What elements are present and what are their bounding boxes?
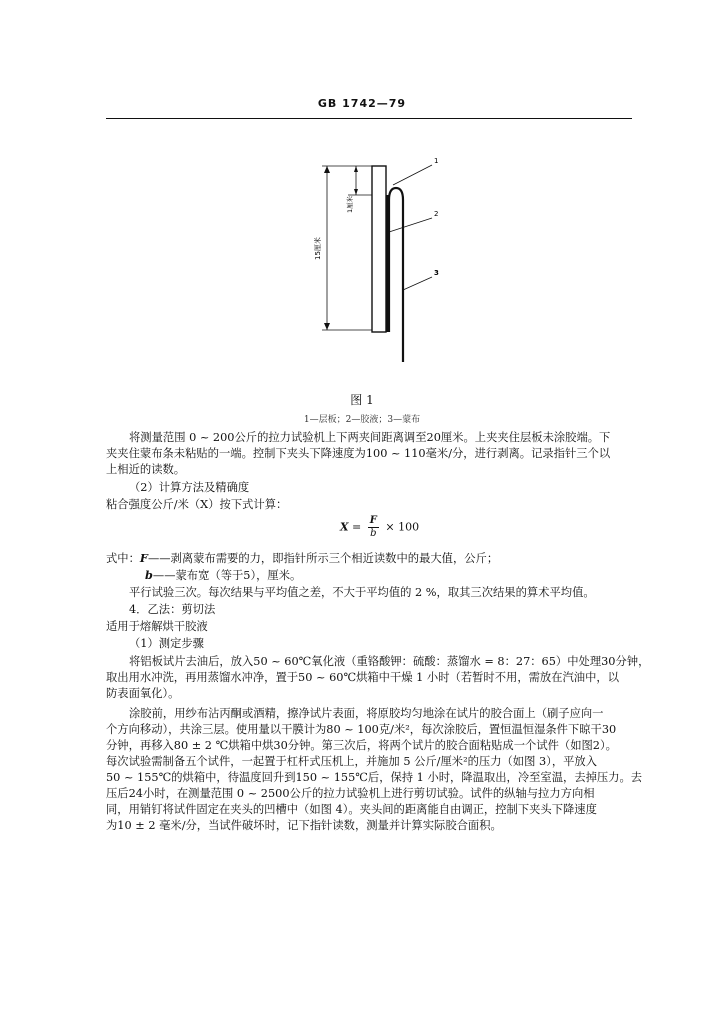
- formula-fraction: [368, 515, 379, 540]
- paragraph-line: 同，用销钉将试件固定在夹头的凹槽中（如图 4）。夹头间的距离能自由调正，控制下夹头下降速度: [106, 803, 597, 816]
- definition-b: [145, 567, 301, 584]
- leader-line-1: [393, 165, 432, 185]
- section-heading: （1）测定步骤: [129, 637, 204, 650]
- paragraph-line: 涂胶前，用纱布沾丙酮或酒精，擦净试片表面，将原胶均匀地涂在试片的胶合面上（刷子应向一: [129, 707, 604, 720]
- leader-line-2: [389, 218, 432, 232]
- formula-denominator: b: [370, 528, 377, 539]
- symbol-f: F: [139, 551, 148, 565]
- paragraph-line: 适用于熔解烘干胶液: [106, 620, 208, 633]
- dimension-arrow-top: [324, 166, 330, 173]
- paragraph-line: 分钟，再移入80 ± 2 ℃烘箱中烘30分钟。第三次后，将两个试片的胶合面粘贴成一个试件（如图2）。: [106, 739, 617, 752]
- paragraph-line: 将测量范围 0 ~ 200公斤的拉力试验机上下两夹间距离调至20厘米。上夹夹住层板未涂胶端。下: [129, 431, 611, 444]
- dimension-total-label: 15厘米: [314, 237, 322, 260]
- section-heading: 4．乙法：剪切法: [129, 603, 216, 616]
- header-rule: [106, 118, 632, 119]
- dimension-arrow-1cm-top: [354, 166, 358, 172]
- symbol-b: b: [145, 568, 153, 582]
- figure-title: 图 1: [350, 393, 374, 407]
- paragraph-line: 上相近的读数。: [106, 463, 186, 476]
- definition-f-text: ——剥离蒙布需要的力，即指针所示三个相近读数中的最大值，公斤；: [147, 552, 499, 565]
- paragraph-line: 压后24小时，在测量范围 0 ~ 2500公斤的拉力试验机上进行剪切试验。试件的纵轴与拉力方向相: [106, 787, 595, 800]
- paragraph-line: 50 ~ 155℃的烘箱中，待温度回升到150 ~ 155℃后，保持 1 小时，降温取出，冷至室温，去掉压力。去: [106, 771, 643, 784]
- paragraph-line: 个方向移动），共涂三层。使用量以干膜计为80 ~ 100克/米²，每次涂胶后，置恒温恒湿条件下晾干30: [106, 723, 617, 736]
- section-heading: （2）计算方法及精确度: [129, 481, 250, 494]
- part-label-1: 1: [434, 157, 439, 165]
- formula-tail: × 100: [385, 520, 420, 534]
- dimension-1cm-label: 1厘米: [346, 195, 354, 213]
- figure-1-diagram: [300, 150, 450, 370]
- formula-eq: =: [352, 520, 362, 534]
- part-label-3: 3: [434, 269, 439, 277]
- paragraph-line: 防表面氧化）。: [106, 687, 180, 700]
- leader-line-3: [403, 277, 432, 290]
- standard-code: GB 1742—79: [317, 97, 407, 110]
- paragraph-line: 平行试验三次。每次结果与平均值之差，不大于平均值的 2 %，取其三次结果的算术平均值。: [129, 586, 595, 599]
- figure-caption: 1—层板；2—胶液；3—蒙布: [303, 415, 421, 425]
- where-prefix: 式中：: [106, 552, 140, 565]
- paragraph-line: 将铝板试片去油后，放入50 ~ 60℃氧化液（重铬酸钾：硫酸：蒸馏水 = 8：27：65）中处理30分钟，: [129, 655, 650, 668]
- definition-f: [106, 550, 498, 567]
- formula-lhs: X: [340, 520, 349, 534]
- formula-numerator: F: [369, 515, 377, 526]
- definition-b-text: ——蒙布宽（等于5），厘米。: [152, 569, 302, 582]
- part-label-2: 2: [434, 210, 439, 218]
- plywood-board: [372, 166, 386, 332]
- dimension-arrow-bottom: [324, 323, 330, 330]
- paragraph-line: 夹夹住蒙布条未粘贴的一端。控制下夹头下降速度为100 ~ 110毫米/分，进行剥离。记录指针三个以: [106, 447, 611, 460]
- cloth-strip: [389, 188, 403, 362]
- paragraph-line: 取出用水冲洗，再用蒸馏水冲净，置于50 ~ 60℃烘箱中干燥 1 小时（若暂时不用，需放在汽油中，以: [106, 671, 619, 684]
- dimension-arrow-1cm-bottom: [354, 189, 358, 195]
- paragraph-line: 为10 ± 2 毫米/分，当试件破坏时，记下指针读数，测量并计算实际胶合面积。: [106, 819, 502, 832]
- formula: [340, 515, 419, 540]
- paragraph-line: 每次试验需制备五个试件，一起置于杠杆式压机上，并施加 5 公斤/厘米²的压力（如图 3），平放入: [106, 755, 598, 768]
- paragraph-line: 粘合强度公斤/米（X）按下式计算：: [106, 498, 288, 511]
